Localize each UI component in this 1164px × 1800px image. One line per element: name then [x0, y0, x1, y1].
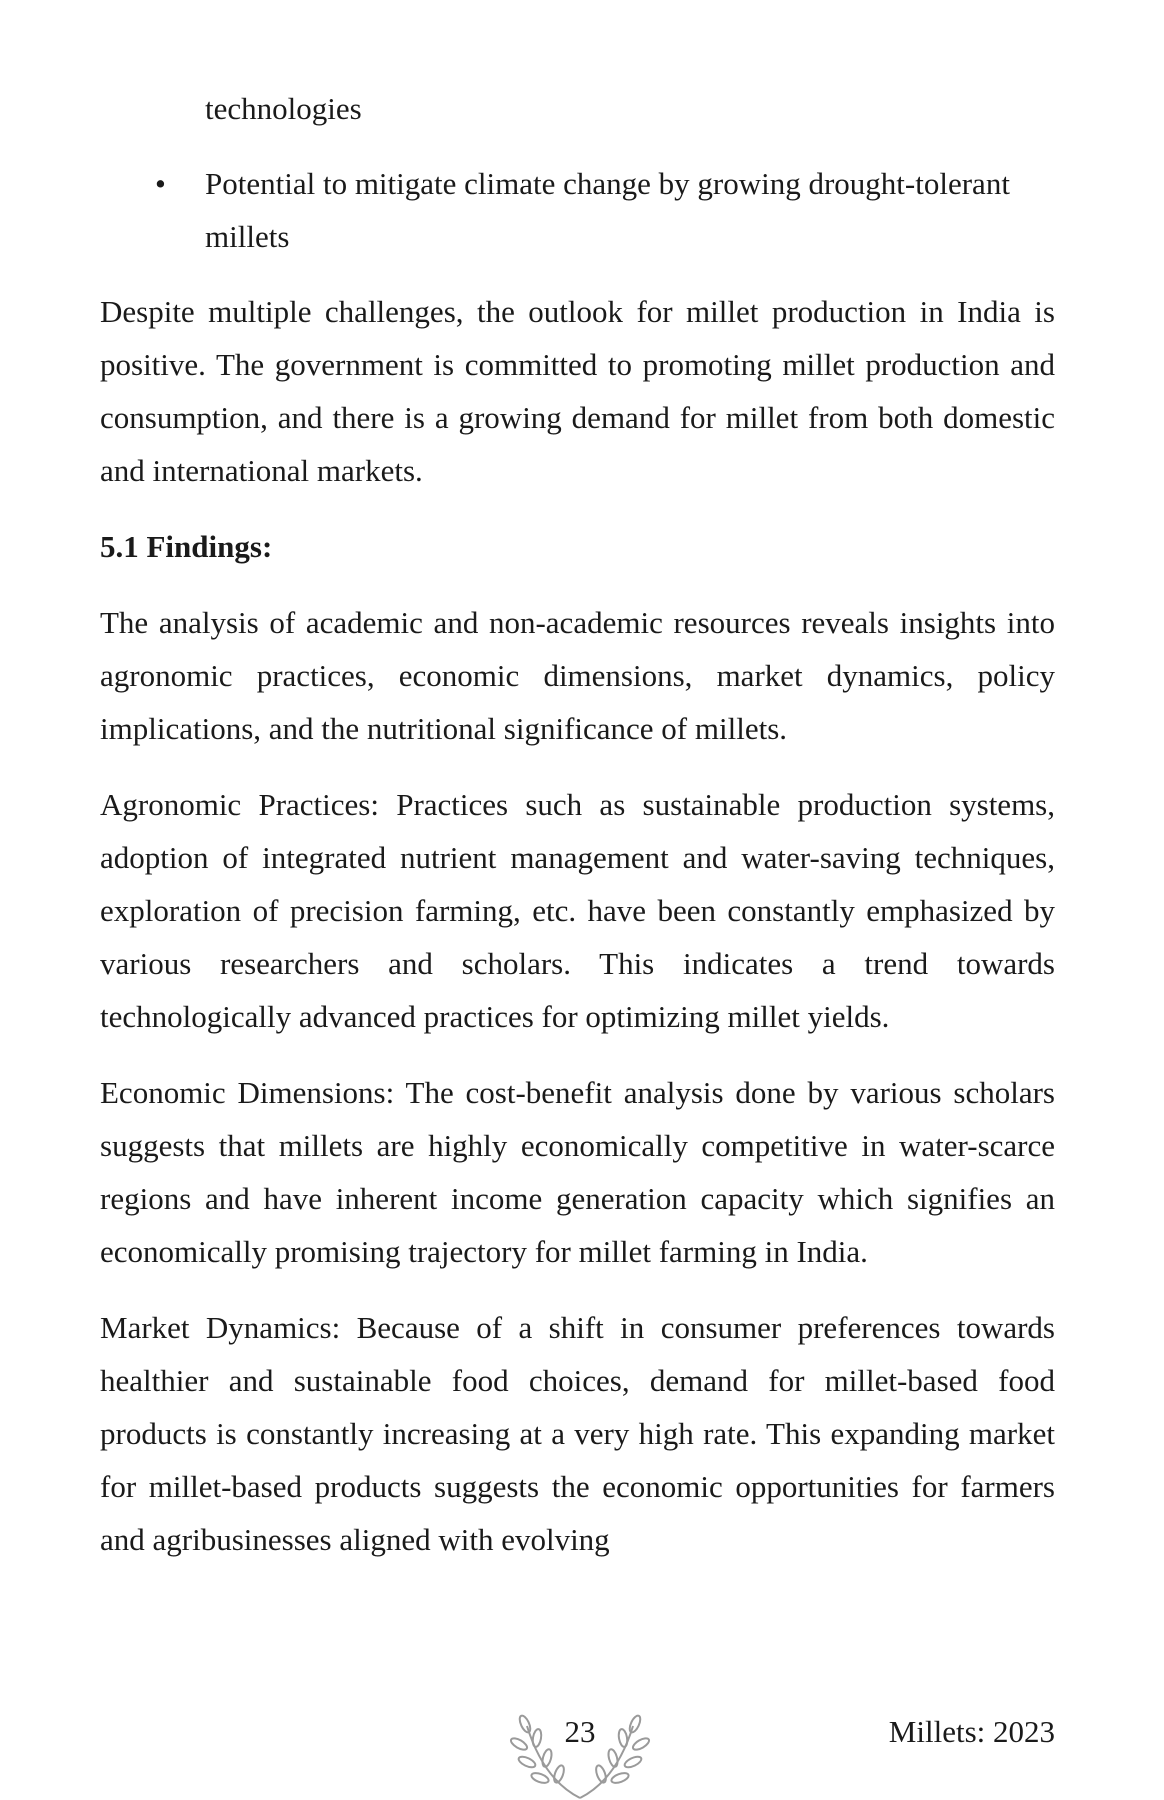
bullet-continuation: technologies	[205, 91, 362, 126]
page-number: 23	[564, 1714, 596, 1749]
bullet-item	[100, 157, 1055, 263]
paragraph-market-dynamics: Market Dynamics: Because of a shift in consumer preferences towards healthier and sustainable food choices, demand for millet-based food products is constantly increasing at a very high rate. This expanding market for millet-based products suggests the economic opportunities for farmers and agribusinesses aligned with evolving	[100, 1310, 1055, 1557]
paragraph-findings-intro: The analysis of academic and non-academic resources reveals insights into agronomic practices, economic dimensions, market dynamics, policy implications, and the nutritional significance of millets.	[100, 605, 1055, 746]
bullet-text: Potential to mitigate climate change by growing drought-tolerant millets	[205, 166, 1010, 254]
paragraph-economic-dimensions: Economic Dimensions: The cost-benefit analysis done by various scholars suggests that millets are highly economically competitive in water-scarce regions and have inherent income generation capacity which signifies an economically promising trajectory for millet farming in India.	[100, 1075, 1055, 1269]
page-footer	[0, 1700, 1164, 1800]
bullet-dot-icon: •	[155, 166, 166, 201]
paragraph-agronomic-practices: Agronomic Practices: Practices such as sustainable production systems, adoption of integrated nutrient management and water-saving techniques, exploration of precision farming, etc. have been constantly emphasized by various researchers and scholars. This indicates a trend towards technologically advanced practices for optimizing millet yields.	[100, 787, 1055, 1034]
section-heading: 5.1 Findings:	[100, 529, 273, 564]
running-title: Millets: 2023	[888, 1714, 1055, 1749]
page-content	[100, 82, 1055, 1589]
paragraph-outlook: Despite multiple challenges, the outlook for millet production in India is positive. The government is committed to promoting millet production and consumption, and there is a growing demand for millet from both domestic and international markets.	[100, 294, 1055, 488]
